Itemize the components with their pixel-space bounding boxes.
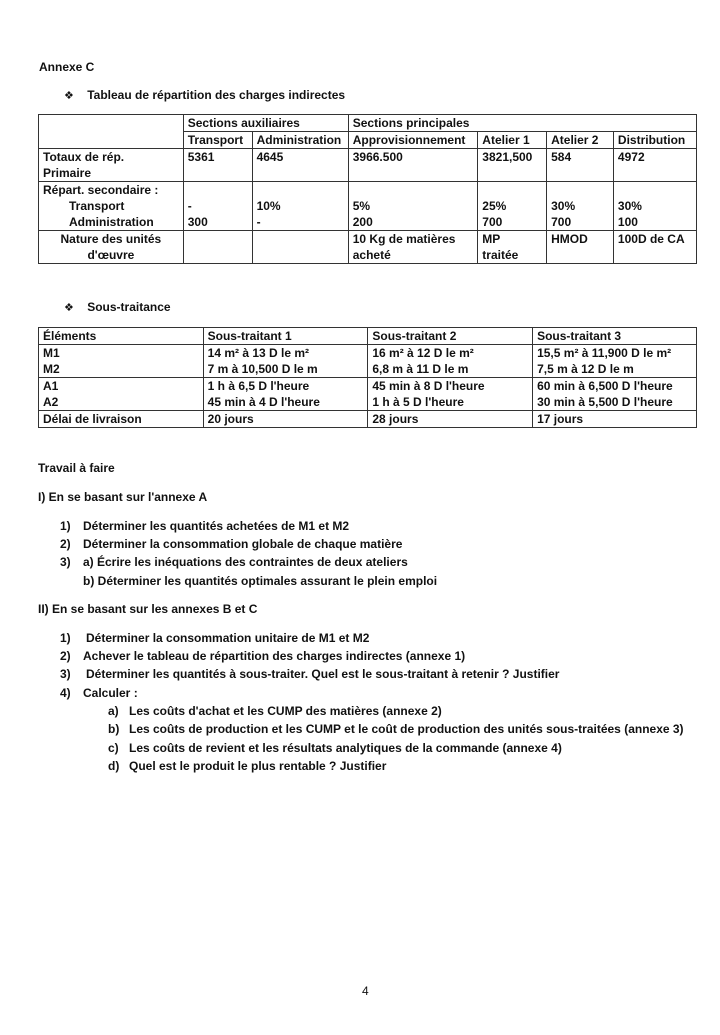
column-header: Atelier 1: [478, 132, 547, 149]
table-cell: [39, 132, 184, 149]
table-cell: 10 Kg de matières acheté: [348, 231, 478, 264]
part1-title: I) En se basant sur l'annexe A: [38, 490, 208, 504]
list-item: 1) Déterminer la consommation unitaire de M1 et M2: [60, 631, 370, 645]
section-title: Tableau de répartition des charges indirectes: [87, 88, 346, 102]
table-row: [39, 411, 697, 428]
section-heading-sous-traitance: [64, 300, 171, 314]
table-cell: 30% 700: [547, 182, 614, 231]
table-cell: 100D de CA: [613, 231, 696, 264]
table-row: [39, 328, 697, 345]
table-cell: MP traitée: [478, 231, 547, 264]
column-header: Atelier 2: [547, 132, 614, 149]
diamond-bullet-icon: ❖: [64, 90, 74, 102]
list-item: 2) Achever le tableau de répartition des charges indirectes (annexe 1): [60, 649, 466, 663]
table-row: [39, 115, 697, 132]
list-item: 3) Déterminer les quantités à sous-traiter. Quel est le sous-traitant à retenir ? Justifier: [60, 667, 560, 681]
table-row: [39, 182, 697, 231]
table-cell: Délai de livraison: [39, 411, 204, 428]
sub-list-item: b) Les coûts de production et les CUMP et le coût de production des unités sous-traitées (annexe 3): [108, 722, 684, 736]
list-item: 2) Déterminer la consommation globale de chaque matière: [60, 537, 403, 551]
group-header: Sections principales: [348, 115, 696, 132]
table-cell: 60 min à 6,500 D l'heure 30 min à 5,500 D l'heure: [533, 378, 697, 411]
repartition-table: [38, 114, 697, 264]
table-cell: 4972: [613, 149, 696, 182]
table-cell: 30% 100: [613, 182, 696, 231]
part2-title: II) En se basant sur les annexes B et C: [38, 602, 258, 616]
list-item: 1) Déterminer les quantités achetées de M1 et M2: [60, 519, 350, 533]
column-header: Transport: [183, 132, 252, 149]
column-header: Sous-traitant 2: [368, 328, 533, 345]
row-label: Nature des unités d'œuvre: [39, 231, 184, 264]
table-cell: 3821,500: [478, 149, 547, 182]
table-cell: [39, 115, 184, 132]
table-row: [39, 132, 697, 149]
sub-list-item: d) Quel est le produit le plus rentable ? Justifier: [108, 759, 387, 773]
row-label: Répart. secondaire : Transport Administration: [39, 182, 184, 231]
column-header: Sous-traitant 3: [533, 328, 697, 345]
column-header: Approvisionnement: [348, 132, 478, 149]
table-cell: 15,5 m² à 11,900 D le m² 7,5 m à 12 D le m: [533, 345, 697, 378]
list-item: b) Déterminer les quantités optimales assurant le plein emploi: [83, 574, 438, 588]
column-header: Administration: [252, 132, 348, 149]
table-row: [39, 345, 697, 378]
table-cell: 4645: [252, 149, 348, 182]
column-header: Sous-traitant 1: [203, 328, 368, 345]
table-cell: - 300: [183, 182, 252, 231]
table-cell: 5% 200: [348, 182, 478, 231]
column-header: Éléments: [39, 328, 204, 345]
table-cell: [252, 231, 348, 264]
section-title: Sous-traitance: [87, 300, 171, 314]
row-label: Totaux de rép. Primaire: [39, 149, 184, 182]
table-cell: 584: [547, 149, 614, 182]
annexe-title: Annexe C: [39, 60, 95, 74]
diamond-bullet-icon: ❖: [64, 302, 74, 314]
table-cell: HMOD: [547, 231, 614, 264]
table-cell: 14 m² à 13 D le m² 7 m à 10,500 D le m: [203, 345, 368, 378]
table-cell: 45 min à 8 D l'heure 1 h à 5 D l'heure: [368, 378, 533, 411]
table-cell: M1 M2: [39, 345, 204, 378]
table-cell: 16 m² à 12 D le m² 6,8 m à 11 D le m: [368, 345, 533, 378]
page-number: 4: [362, 984, 369, 998]
table-cell: 20 jours: [203, 411, 368, 428]
table-row: [39, 149, 697, 182]
sous-traitance-table: [38, 327, 697, 428]
table-cell: 17 jours: [533, 411, 697, 428]
column-header: Distribution: [613, 132, 696, 149]
table-cell: 28 jours: [368, 411, 533, 428]
sub-list-item: c) Les coûts de revient et les résultats analytiques de la commande (annexe 4): [108, 741, 562, 755]
table-cell: 25% 700: [478, 182, 547, 231]
table-cell: 3966.500: [348, 149, 478, 182]
travail-title: Travail à faire: [38, 461, 115, 475]
table-row: [39, 231, 697, 264]
section-heading-repartition: [64, 88, 345, 102]
table-cell: 10% -: [252, 182, 348, 231]
list-item: 4) Calculer :: [60, 686, 138, 700]
sub-list-item: a) Les coûts d'achat et les CUMP des matières (annexe 2): [108, 704, 442, 718]
table-cell: [183, 231, 252, 264]
table-cell: 5361: [183, 149, 252, 182]
table-cell: 1 h à 6,5 D l'heure 45 min à 4 D l'heure: [203, 378, 368, 411]
group-header: Sections auxiliaires: [183, 115, 348, 132]
list-item: 3) a) Écrire les inéquations des contraintes de deux ateliers: [60, 555, 408, 569]
table-cell: A1 A2: [39, 378, 204, 411]
table-row: [39, 378, 697, 411]
